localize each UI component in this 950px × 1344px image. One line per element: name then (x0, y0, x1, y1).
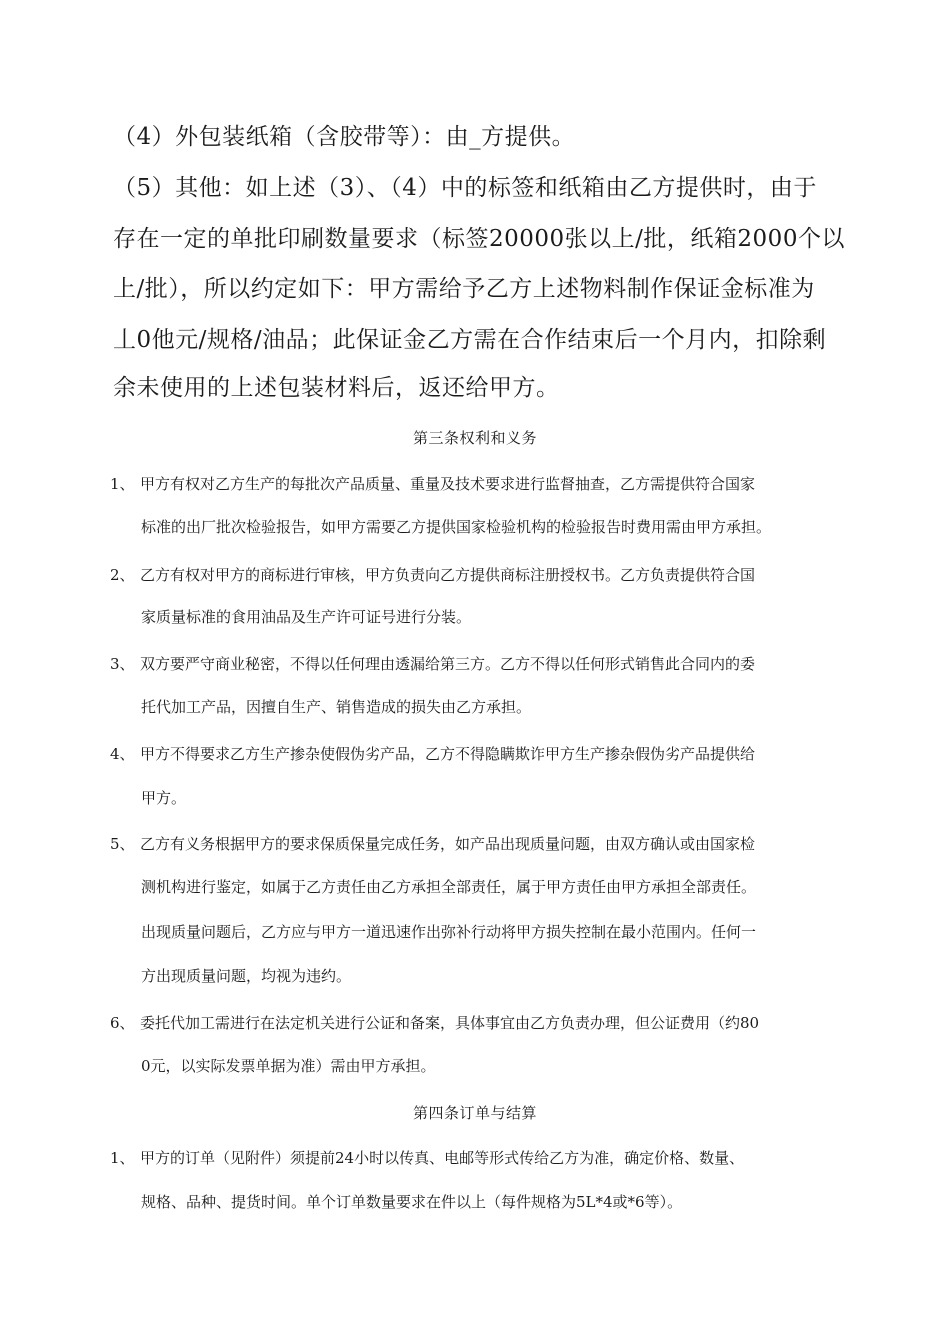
article-3-item-4-cont: 甲方。 (141, 789, 187, 807)
article-3-item-3-cont: 托代加工产品，因擅自生产、销售造成的损失由乙方承担。 (141, 698, 532, 716)
item-number: 5、 (110, 835, 135, 853)
item-text: 乙方有义务根据甲方的要求保质保量完成任务，如产品出现质量问题，由双方确认或由国家检 (140, 835, 756, 853)
article-3-item-1 (110, 474, 850, 494)
article-3-item-5-cont: 测机构进行鉴定，如属于乙方责任由乙方承担全部责任，属于甲方责任由甲方承担全部责任。 (141, 878, 757, 896)
packaging-item-4: （4）外包装纸箱（含胶带等）：由_方提供。 (113, 124, 576, 150)
item-text: 甲方的订单（见附件）须提前24小时以传真、电邮等形式传给乙方为准，确定价格、数量、 (140, 1149, 745, 1167)
item-text: 乙方有权对甲方的商标进行审核，甲方负责向乙方提供商标注册授权书。乙方负责提供符合国 (140, 566, 756, 584)
item-text: 双方要严守商业秘密，不得以任何理由透漏给第三方。乙方不得以任何形式销售此合同内的委 (140, 655, 756, 673)
article-3-item-6-cont: 0元，以实际发票单据为准）需由甲方承担。 (141, 1057, 436, 1075)
item-number: 2、 (110, 566, 135, 584)
article-3-item-3 (110, 654, 850, 674)
packaging-item-5-line: 存在一定的单批印刷数量要求（标签20000张以上/批，纸箱2000个以 (113, 226, 845, 252)
item-number: 3、 (110, 655, 135, 673)
item-number: 4、 (110, 745, 135, 763)
article-3-item-2-cont: 家质量标准的食用油品及生产许可证号进行分装。 (141, 608, 472, 626)
article-3-item-5-cont: 方出现质量问题，均视为违约。 (141, 967, 352, 985)
article-3-item-6 (110, 1013, 850, 1033)
article-4-title: 第四条订单与结算 (412, 1104, 537, 1122)
article-3-item-2 (110, 565, 850, 585)
packaging-item-5-line: （5）其他：如上述（3）、（4）中的标签和纸箱由乙方提供时，由于 (113, 175, 817, 201)
packaging-item-5-line: 上/批），所以约定如下：甲方需给予乙方上述物料制作保证金标准为 (113, 276, 815, 302)
item-number: 1、 (110, 475, 135, 493)
article-3-item-4 (110, 744, 850, 764)
packaging-item-5-line: 余未使用的上述包装材料后，返还给甲方。 (113, 375, 560, 401)
item-text: 甲方不得要求乙方生产掺杂使假伪劣产品，乙方不得隐瞒欺诈甲方生产掺杂假伪劣产品提供给 (140, 745, 756, 763)
article-3-item-1-cont: 标准的出厂批次检验报告，如甲方需要乙方提供国家检验机构的检验报告时费用需由甲方承担。 (141, 518, 772, 536)
item-text: 甲方有权对乙方生产的每批次产品质量、重量及技术要求进行监督抽查，乙方需提供符合国家 (140, 475, 756, 493)
article-3-item-5-cont: 出现质量问题后，乙方应与甲方一道迅速作出弥补行动将甲方损失控制在最小范围内。任何一 (141, 923, 757, 941)
packaging-item-5-line: 丄0他元/规格/油品；此保证金乙方需在合作结束后一个月内，扣除剩 (113, 327, 827, 353)
article-4-item-1-cont: 规格、品种、提货时间。单个订单数量要求在件以上（每件规格为5L*4或*6等）。 (141, 1193, 683, 1211)
item-number: 6、 (110, 1014, 135, 1032)
article-4-item-1 (110, 1148, 850, 1168)
article-3-item-5 (110, 834, 850, 854)
article-3-title: 第三条权利和义务 (412, 429, 537, 447)
item-text: 委托代加工需进行在法定机关进行公证和备案，具体事宜由乙方负责办理，但公证费用（约80 (140, 1014, 760, 1032)
item-number: 1、 (110, 1149, 135, 1167)
